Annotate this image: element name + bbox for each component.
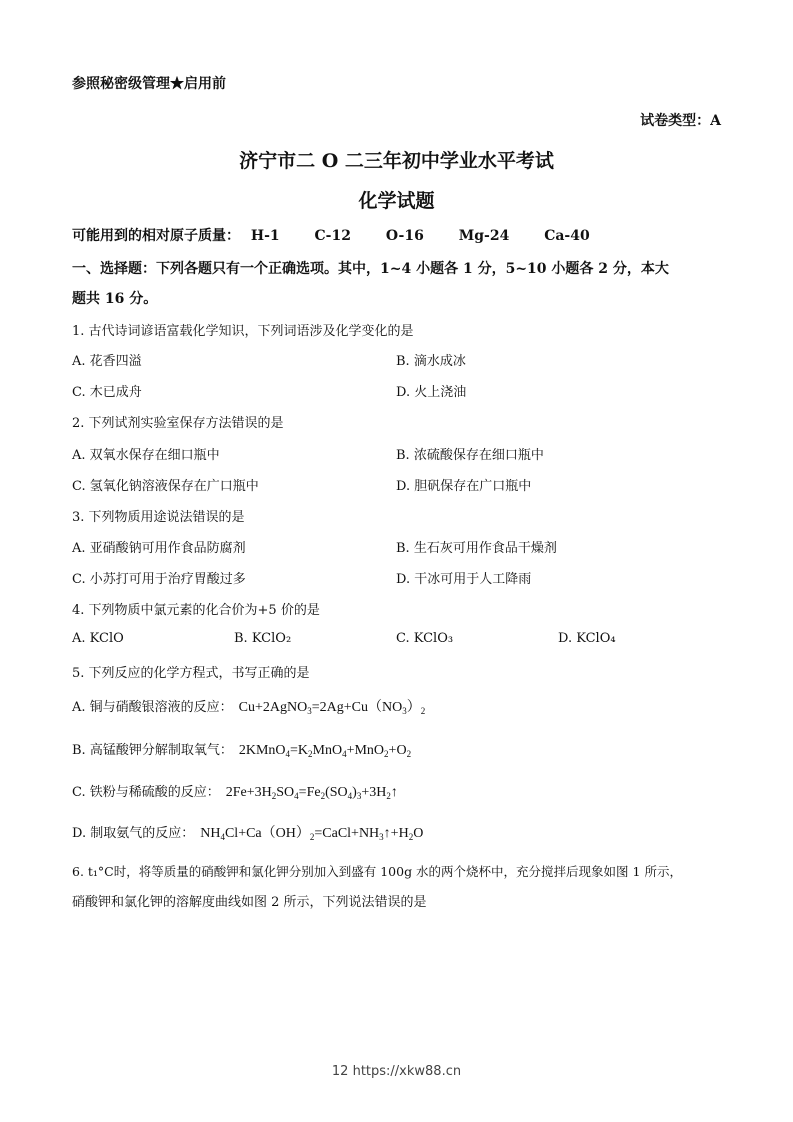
- question-4-stem: 4. 下列物质中氯元素的化合价为+5 价的是: [72, 603, 320, 618]
- secrecy-notice: 参照秘密级管理★启用前: [72, 76, 226, 92]
- question-1-option-b: B. 滴水成冰: [396, 354, 466, 369]
- page-footer: 12 https://xkw88.cn: [331, 1064, 462, 1079]
- atomic-mass-mg: Mg-24: [458, 228, 510, 244]
- atomic-mass-c: C-12: [314, 228, 351, 244]
- question-3-option-b: B. 生石灰可用作食品干燥剂: [396, 541, 557, 556]
- atomic-mass-o: O-16: [385, 228, 424, 244]
- paper-type: 试卷类型：A: [640, 113, 721, 129]
- question-1-option-a: A. 花香四溢: [72, 354, 142, 369]
- question-4-option-d: D. KClO₄: [558, 631, 616, 646]
- question-4-option-a: A. KClO: [72, 631, 124, 646]
- atomic-masses: [72, 225, 590, 245]
- atomic-mass-ca: Ca-40: [544, 228, 590, 244]
- equation-b: $2KMnO_4=K_2MnO_4+MnO_2+O_2$: [238, 743, 412, 759]
- question-5-stem: 5. 下列反应的化学方程式，书写正确的是: [72, 666, 310, 681]
- question-1-stem: 1. 古代诗词谚语富载化学知识，下列词语涉及化学变化的是: [72, 324, 414, 339]
- question-4-option-b: B. KClO₂: [234, 631, 292, 646]
- question-2-option-c: C. 氢氧化钠溶液保存在广口瓶中: [72, 479, 259, 494]
- question-2-stem: 2. 下列试剂实验室保存方法错误的是: [72, 416, 284, 431]
- question-2-option-b: B. 浓硫酸保存在细口瓶中: [396, 448, 544, 463]
- equation-d: $NH_4Cl+Ca(OH)_2=CaCl+NH_3↑+H_2O$: [200, 826, 424, 842]
- question-5-option-d: [72, 822, 423, 842]
- question-5-option-a-label: A. 铜与硝酸银溶液的反应：: [72, 700, 233, 715]
- question-5-option-c-label: C. 铁粉与稀硫酸的反应：: [72, 785, 220, 800]
- question-2-option-d: D. 胆矾保存在广口瓶中: [396, 479, 532, 494]
- equation-a: $Cu+2AgNO_3=2Ag+Cu(NO_3)_2$: [238, 700, 426, 716]
- section-heading-line1: 一、选择题：下列各题只有一个正确选项。其中，1~4 小题各 1 分，5~10 小题各 2 分，本大: [72, 261, 669, 277]
- question-5-option-a: [72, 696, 425, 716]
- question-3-option-a: A. 亚硝酸钠可用作食品防腐剂: [72, 541, 246, 556]
- question-1-option-c: C. 木已成舟: [72, 385, 142, 400]
- question-3-option-d: D. 干冰可用于人工降雨: [396, 572, 532, 587]
- question-4-option-c: C. KClO₃: [396, 631, 454, 646]
- atomic-masses-label: 可能用到的相对原子质量：: [72, 228, 240, 244]
- equation-c: $2Fe+3H_2SO_4=Fe_2(SO_4)_3+3H_2↑$: [225, 785, 398, 801]
- question-5-option-b: [72, 739, 411, 759]
- question-1-option-d: D. 火上浇油: [396, 385, 467, 400]
- atomic-mass-h: H-1: [250, 228, 280, 244]
- section-heading-line2: 题共 16 分。: [72, 291, 158, 307]
- exam-title: 济宁市二 O 二三年初中学业水平考试: [239, 150, 554, 172]
- exam-subtitle: 化学试题: [358, 190, 435, 212]
- question-5-option-c: [72, 781, 398, 801]
- question-5-option-b-label: B. 高锰酸钾分解制取氧气：: [72, 743, 233, 758]
- question-3-option-c: C. 小苏打可用于治疗胃酸过多: [72, 572, 246, 587]
- question-2-option-a: A. 双氧水保存在细口瓶中: [72, 448, 220, 463]
- question-5-option-d-label: D. 制取氨气的反应：: [72, 826, 195, 841]
- question-6-stem-line1: 6. t₁°C时，将等质量的硝酸钾和氯化钾分别加入到盛有 100g 水的两个烧杯中，充分搅拌后现象如图 1 所示，: [72, 864, 682, 879]
- question-3-stem: 3. 下列物质用途说法错误的是: [72, 510, 245, 525]
- question-6-stem-line2: 硝酸钾和氯化钾的溶解度曲线如图 2 所示，下列说法错误的是: [72, 895, 427, 910]
